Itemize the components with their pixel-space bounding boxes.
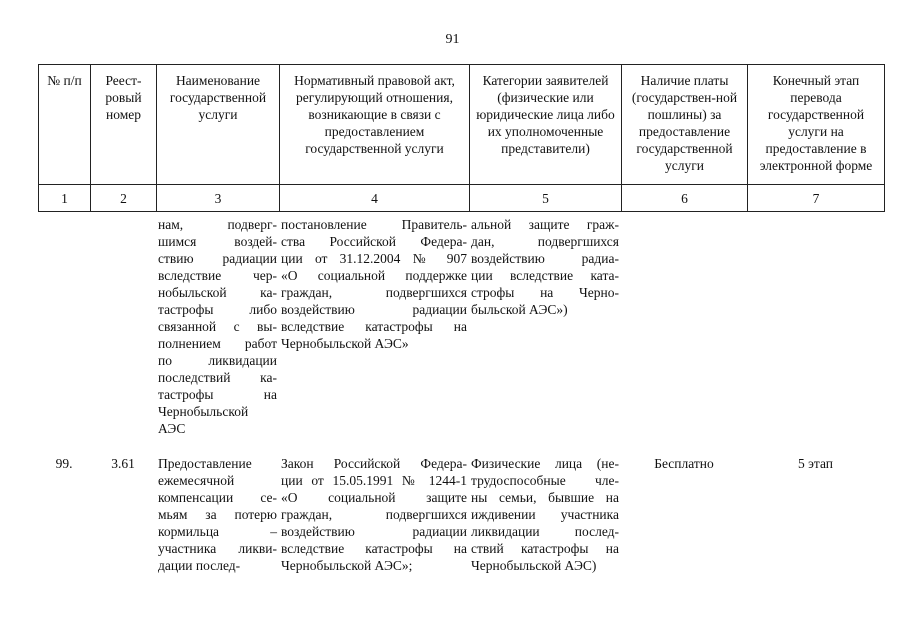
cell-text-line: по ликвидации [158, 353, 277, 368]
cell-text-line: трудоспособные чле- [471, 473, 619, 488]
cell-text-line: дан, подвергшихся [471, 234, 619, 249]
cell-number: 99. [55, 456, 73, 471]
cell-text-line: дации послед- [158, 558, 241, 573]
header-service-name: Наименование государственной услуги [157, 65, 280, 185]
cell-text-line: ствий катастрофы на [471, 541, 619, 556]
cell-text-line: граждан, подвергшихся [281, 285, 467, 300]
table-row-continuation [38, 213, 884, 437]
cell-text-line: ежемесячной [158, 473, 235, 488]
cell-text-line: Чернобыльской АЭС» [281, 336, 409, 351]
cell-text-line: воздействию радиации [281, 302, 467, 317]
cell-text-line: ции вследствие ката- [471, 268, 619, 283]
cell-applicant-categories [469, 213, 621, 437]
cell-text-line: Чернобыльской [158, 404, 249, 419]
cell-service-name [156, 213, 279, 437]
cell-text-line: граждан, подвергшихся [281, 507, 467, 522]
cell-text-line: Закон Российской Федера- [281, 456, 467, 471]
cell-text-line: Чернобыльской АЭС»; [281, 558, 413, 573]
column-number: 4 [280, 185, 470, 212]
cell-final-stage [747, 213, 884, 437]
table-body [38, 213, 884, 574]
cell-text-line: воздействию радиа- [471, 251, 619, 266]
cell-text-line: тастрофы на [158, 387, 277, 402]
header-applicant-categories: Категории заявителей (физические или юридические лица либо их уполномоченные представители) [470, 65, 622, 185]
column-number-row [39, 185, 885, 212]
cell-text-line: воздействию радиации [281, 524, 467, 539]
header-row [39, 65, 885, 185]
cell-text-line: вследствие катастрофы на [281, 541, 467, 556]
cell-text-line: мьям за потерю [158, 507, 277, 522]
cell-text-line: полнением работ [158, 336, 277, 351]
cell-text-line: Предоставление [158, 456, 252, 471]
cell-fee: Бесплатно [654, 456, 714, 471]
cell-text-line: «О социальной защите [281, 490, 467, 505]
cell-text-line: вследствие катастрофы на [281, 319, 467, 334]
cell-text-line: кормильца – [158, 524, 277, 539]
cell-text-line: нобыльской ка- [158, 285, 277, 300]
cell-text-line: постановление Правитель- [281, 217, 467, 232]
cell-registry [90, 213, 156, 437]
column-number: 1 [39, 185, 91, 212]
header-final-stage: Конечный этап перевода государственной услуги на предоставление в электронной форме [748, 65, 885, 185]
cell-text-line: ликвидации послед- [471, 524, 619, 539]
header-registry-number: Реест-ровый номер [91, 65, 157, 185]
cell-text-line: связанной с вы- [158, 319, 277, 334]
cell-text-line: шимся воздей- [158, 234, 277, 249]
header-legal-act: Нормативный правовой акт, регулирующий отношения, возникающие в связи с предоставлением государственной услуги [280, 65, 470, 185]
page-number: 91 [445, 32, 460, 47]
header-number: № п/п [39, 65, 91, 185]
cell-applicant-categories [469, 455, 621, 574]
cell-text-line: строфы на Черно- [471, 285, 619, 300]
services-table-header [38, 64, 885, 212]
header-fee: Наличие платы (государствен-ной пошлины) за предоставление государственной услуги [622, 65, 748, 185]
cell-text-line: тастрофы либо [158, 302, 277, 317]
cell-text-line: ции от 31.12.2004 № 907 [281, 251, 467, 266]
cell-text-line: ции от 15.05.1991 № 1244-1 [281, 473, 467, 488]
cell-legal-act [279, 213, 469, 437]
cell-registry: 3.61 [111, 456, 135, 471]
cell-text-line: вследствие чер- [158, 268, 277, 283]
column-number: 7 [748, 185, 885, 212]
cell-service-name [156, 455, 279, 574]
cell-number [38, 213, 90, 437]
cell-text-line: нам, подверг- [158, 217, 277, 232]
cell-text-line: ствию радиации [158, 251, 277, 266]
cell-text-line: быльской АЭС») [471, 302, 568, 317]
cell-text-line: АЭС [158, 421, 186, 436]
column-number: 5 [470, 185, 622, 212]
table-row-99 [38, 455, 884, 574]
column-number: 2 [91, 185, 157, 212]
cell-final-stage: 5 этап [797, 456, 834, 471]
cell-text-line: иждивении участника [471, 507, 619, 522]
cell-text-line: ства Российской Федера- [281, 234, 467, 249]
cell-text-line: ны семьи, бывшие на [471, 490, 619, 505]
cell-fee [621, 213, 747, 437]
column-number: 3 [157, 185, 280, 212]
cell-text-line: Чернобыльской АЭС) [471, 558, 597, 573]
cell-text-line: компенсации се- [158, 490, 277, 505]
column-number: 6 [622, 185, 748, 212]
cell-text-line: участника ликви- [158, 541, 277, 556]
cell-text-line: последствий ка- [158, 370, 277, 385]
cell-text-line: альной защите граж- [471, 217, 619, 232]
cell-text-line: «О социальной поддержке [281, 268, 467, 283]
cell-legal-act [279, 455, 469, 574]
cell-text-line: Физические лица (не- [471, 456, 619, 471]
